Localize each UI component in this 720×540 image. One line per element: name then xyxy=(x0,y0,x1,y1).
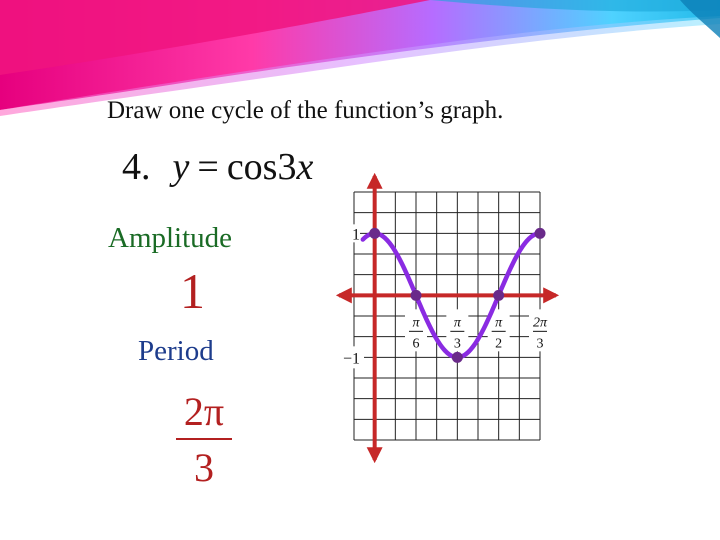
period-numerator: 2π xyxy=(183,389,225,434)
period-fraction xyxy=(176,389,232,490)
x-tick-label-denominator: 3 xyxy=(536,336,544,352)
equation-var: x xyxy=(296,146,314,188)
problem-number: 4. xyxy=(122,146,151,188)
key-point xyxy=(411,290,422,301)
cosine-graph xyxy=(330,170,560,470)
amplitude-value: 1 xyxy=(180,263,205,319)
x-tick-label-numerator: π xyxy=(453,315,461,331)
x-tick-label-denominator: 2 xyxy=(495,336,503,352)
key-point xyxy=(452,352,463,363)
y-tick-label: −1 xyxy=(342,350,360,368)
fraction-bar xyxy=(176,438,232,440)
equation-func: cos xyxy=(226,146,278,188)
key-point xyxy=(493,290,504,301)
problem-equation xyxy=(122,145,313,189)
period-label: Period xyxy=(138,335,214,367)
x-tick-label-denominator: 6 xyxy=(412,336,420,352)
x-tick-label-denominator: 3 xyxy=(453,336,461,352)
y-tick-label: 1 xyxy=(352,226,360,244)
x-tick-label-numerator: π xyxy=(495,315,503,331)
equation-coef: 3 xyxy=(277,146,297,188)
key-point xyxy=(369,228,380,239)
period-denominator: 3 xyxy=(194,445,214,490)
equation-lhs: y xyxy=(172,146,190,188)
key-point xyxy=(535,228,546,239)
x-tick-label-numerator: π xyxy=(412,315,420,331)
x-tick-label-numerator: 2π xyxy=(532,315,548,331)
amplitude-label: Amplitude xyxy=(108,222,233,254)
instruction-text: Draw one cycle of the function’s graph. xyxy=(107,97,504,124)
equals-sign: = xyxy=(197,146,219,188)
